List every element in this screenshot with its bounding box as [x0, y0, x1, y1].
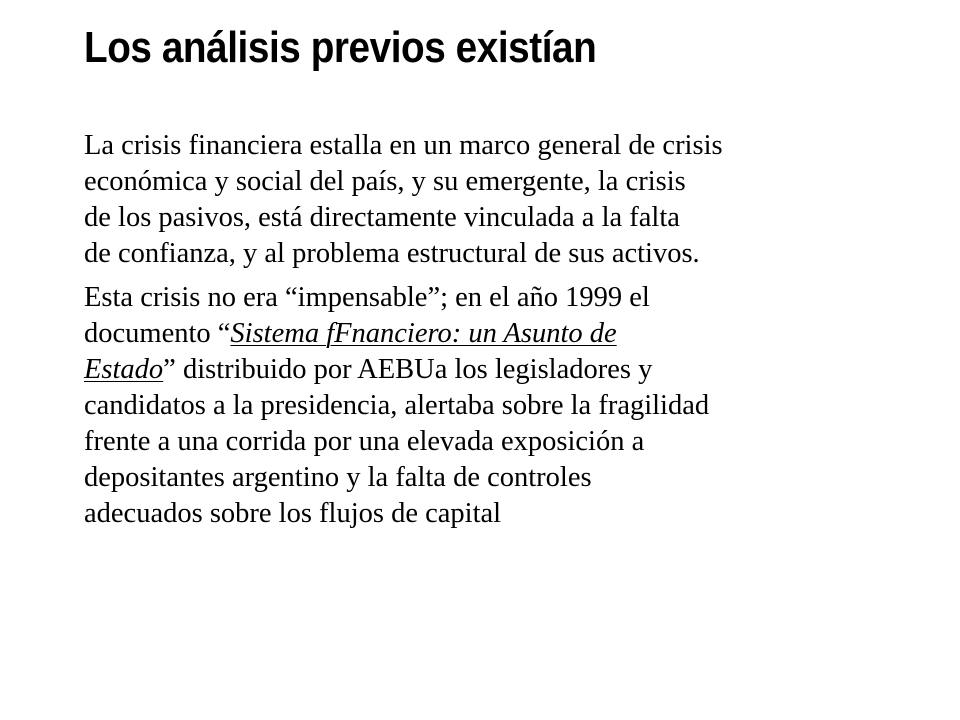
text-fragment: documento “ [84, 318, 231, 349]
text-line: frente a una corrida por una elevada exposición a [84, 426, 645, 457]
text-line [84, 316, 904, 352]
text-line [84, 352, 904, 388]
text-line: adecuados sobre los flujos de capital [84, 498, 502, 529]
text-line: candidatos a la presidencia, alertaba sobre la fragilidad [84, 390, 710, 421]
text-fragment: ” distribuido por AEBUa los legisladores y [163, 354, 653, 385]
text-line: de confianza, y al problema estructural de sus activos. [84, 238, 700, 269]
text-line: de los pasivos, está directamente vinculada a la falta [84, 202, 680, 233]
text-line: económica y social del país, y su emergente, la crisis [84, 166, 686, 197]
document-title-fragment: Estado [84, 354, 164, 385]
document-title-fragment: Sistema fFnanciero: un Asunto de [230, 318, 617, 349]
slide-title: Los análisis previos existían [84, 23, 597, 72]
text-line: La crisis financiera estalla en un marco general de crisis [84, 130, 723, 161]
text-line: Esta crisis no era “impensable”; en el año 1999 el [84, 282, 650, 313]
slide-body [84, 128, 904, 540]
text-line: depositantes argentino y la falta de controles [84, 462, 592, 493]
paragraph-prior-analysis [84, 280, 904, 532]
paragraph-crisis-context [84, 128, 904, 272]
